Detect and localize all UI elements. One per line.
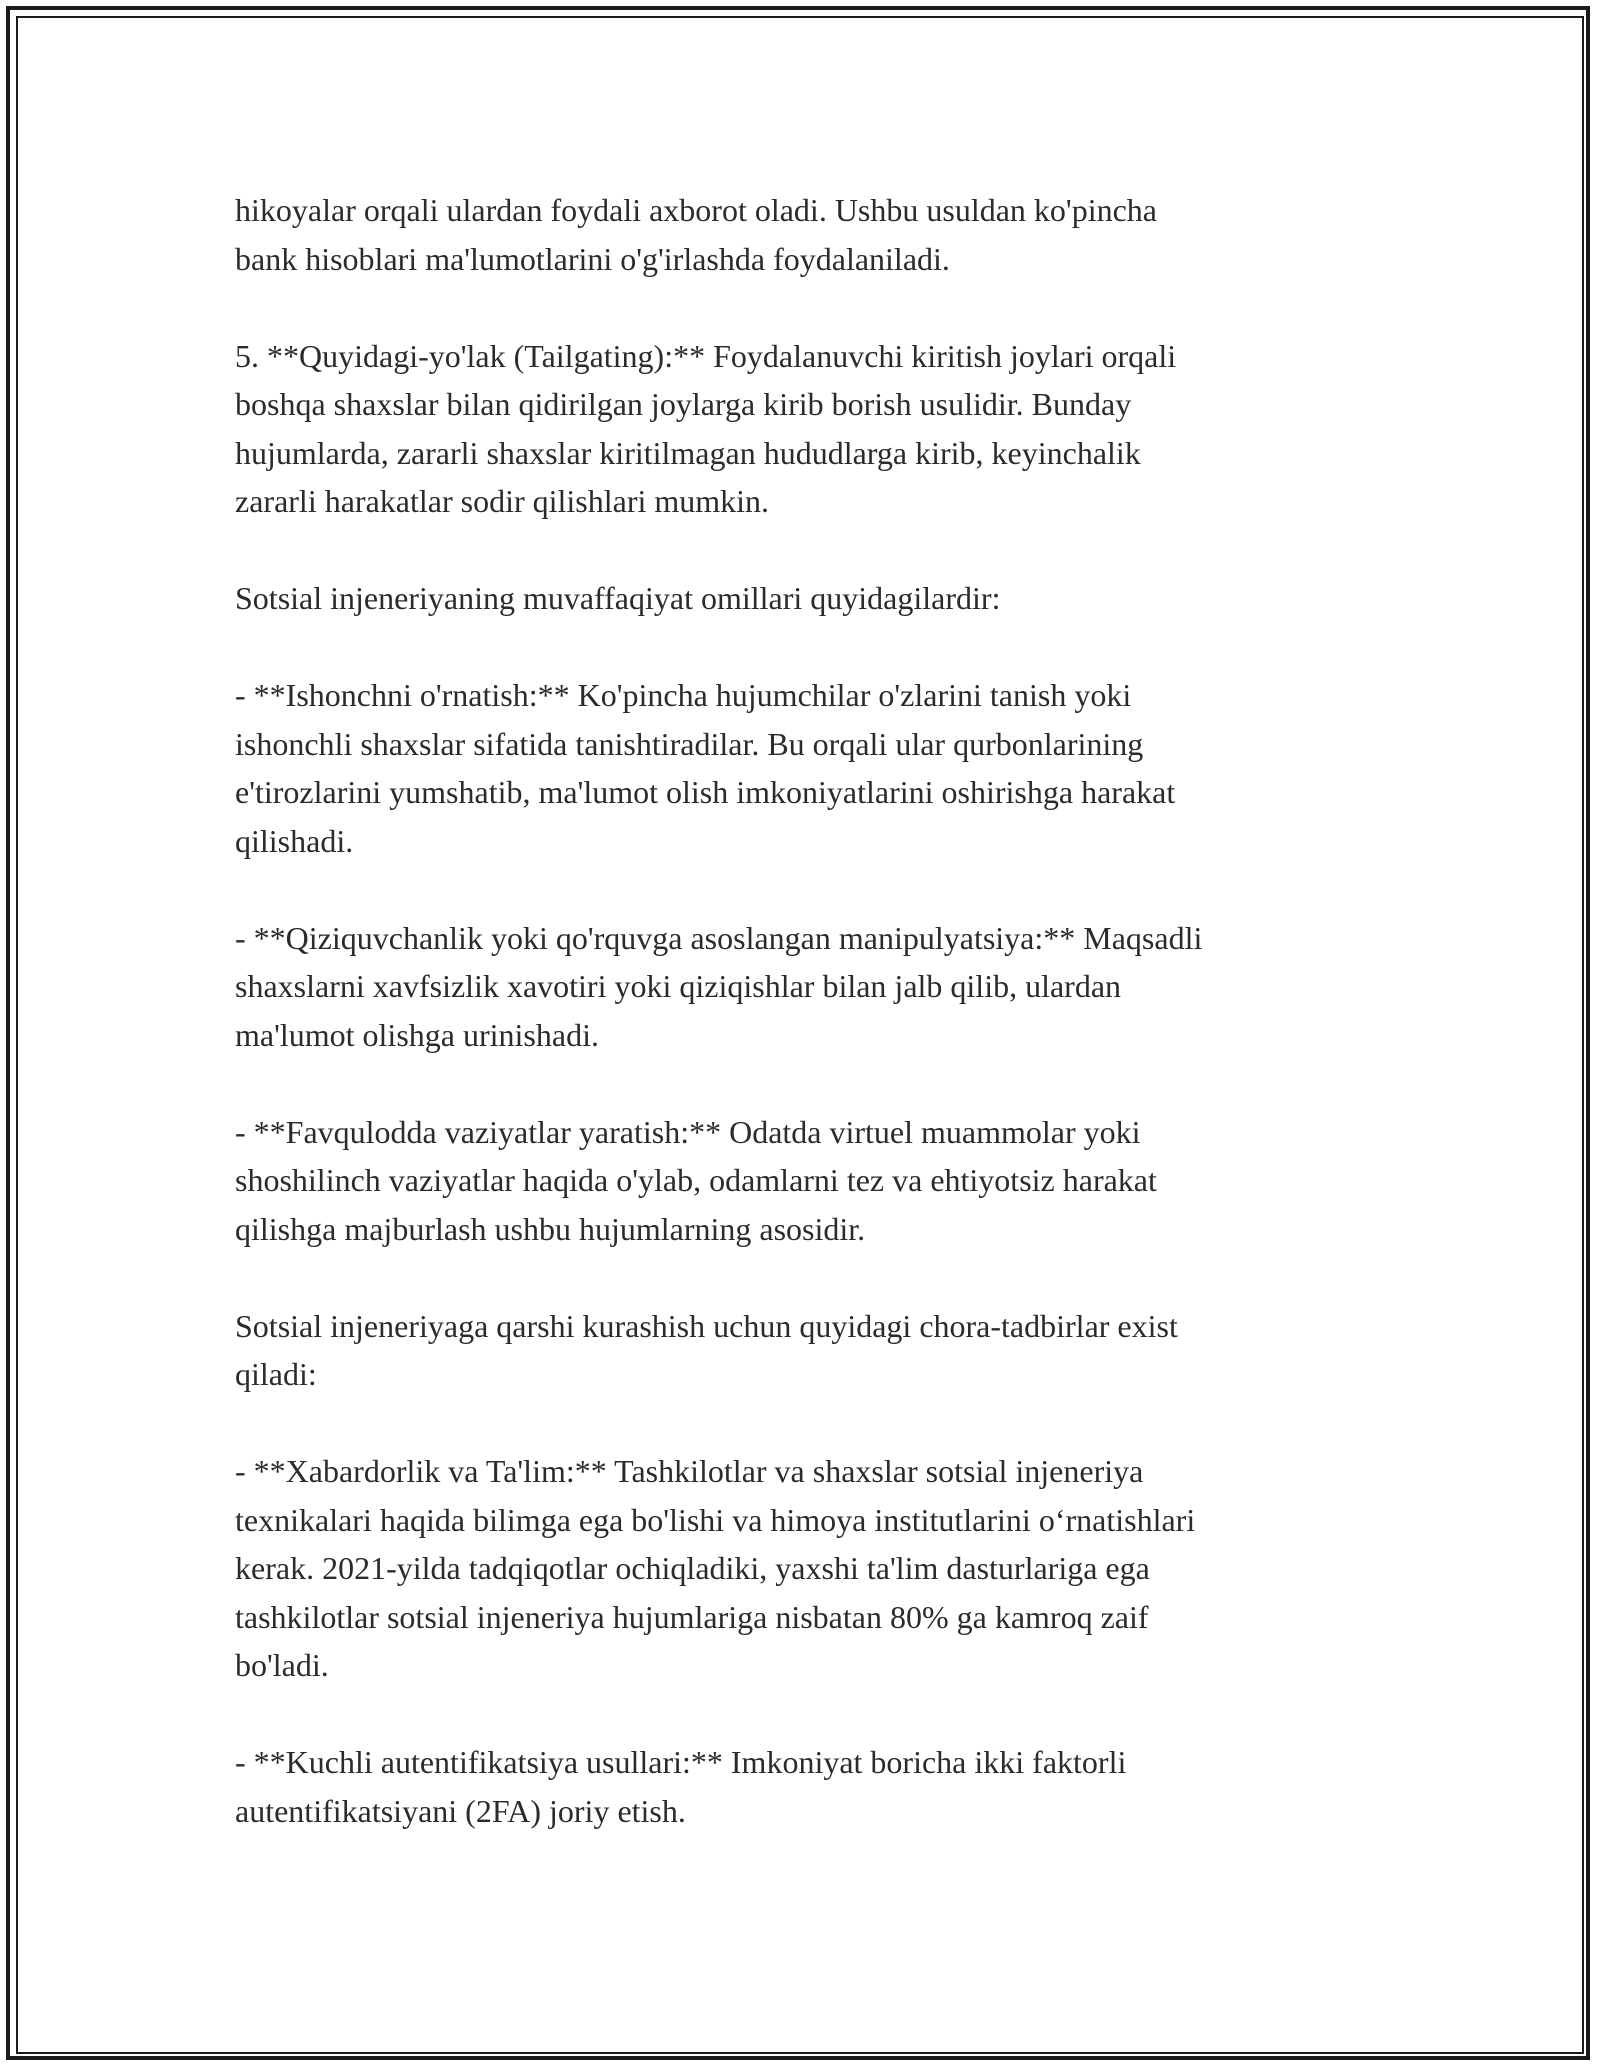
list-item-manipulation: - **Qiziquvchanlik yoki qo'rquvga asoslangan manipulyatsiya:** Maqsadli shaxslarni xavfsizlik xavotiri yoki qiziqishlar bilan jalb qilib, ulardan ma'lumot olishga urinishadi. — [235, 919, 1203, 1053]
list-item-building-trust: - **Ishonchni o'rnatish:** Ko'pincha hujumchilar o'zlarini tanish yoki ishonchli shaxslar sifatida tanishtiradilar. Bu orqali ular qurbonlarining e'tirozlarini yumshatib, ma'lumot olish imkoniyatlarini oshirishga harakat qilishadi. — [235, 677, 1176, 859]
paragraph-countermeasures-heading: Sotsial injeneriyaga qarshi kurashish uchun quyidagi chora-tadbirlar exist qiladi: — [235, 1307, 1178, 1392]
list-item-emergency-situations: - **Favqulodda vaziyatlar yaratish:** Odatda virtuel muammolar yoki shoshilinch vaziyatlar haqida o'ylab, odamlarni tez va ehtiyotsiz harakat qilishga majburlash ushbu hujumlarning asosidir. — [235, 1113, 1157, 1247]
paragraph-continuation: hikoyalar orqali ulardan foydali axborot oladi. Ushbu usuldan ko'pincha bank hisoblari ma'lumotlarini o'g'irlashda foydalaniladi. — [235, 192, 1157, 277]
document-body — [235, 186, 1370, 1884]
paragraph-tailgating: 5. **Quyidagi-yo'lak (Tailgating):** Foydalanuvchi kiritish joylari orqali boshqa shaxslar bilan qidirilgan joylarga kirib borish usulidir. Bunday hujumlarda, zararli shaxslar kiritilmagan hududlarga kirib, keyinchalik zararli harakatlar sodir qilishlari mumkin. — [235, 337, 1177, 519]
list-item-awareness-education: - **Xabardorlik va Ta'lim:** Tashkilotlar va shaxslar sotsial injeneriya texnikalari haqida bilimga ega bo'lishi va himoya institutlarini o‘rnatishlari kerak. 2021-yilda tadqiqotlar ochiqladiki, yaxshi ta'lim dasturlariga ega tashkilotlar sotsial injeneriya hujumlariga nisbatan 80% ga kamroq zaif bo'ladi. — [235, 1453, 1196, 1683]
paragraph-success-factors-heading: Sotsial injeneriyaning muvaffaqiyat omillari quyidagilardir: — [235, 580, 1001, 616]
list-item-strong-authentication: - **Kuchli autentifikatsiya usullari:** Imkoniyat boricha ikki faktorli autentifikatsiyani (2FA) joriy etish. — [235, 1744, 1127, 1829]
